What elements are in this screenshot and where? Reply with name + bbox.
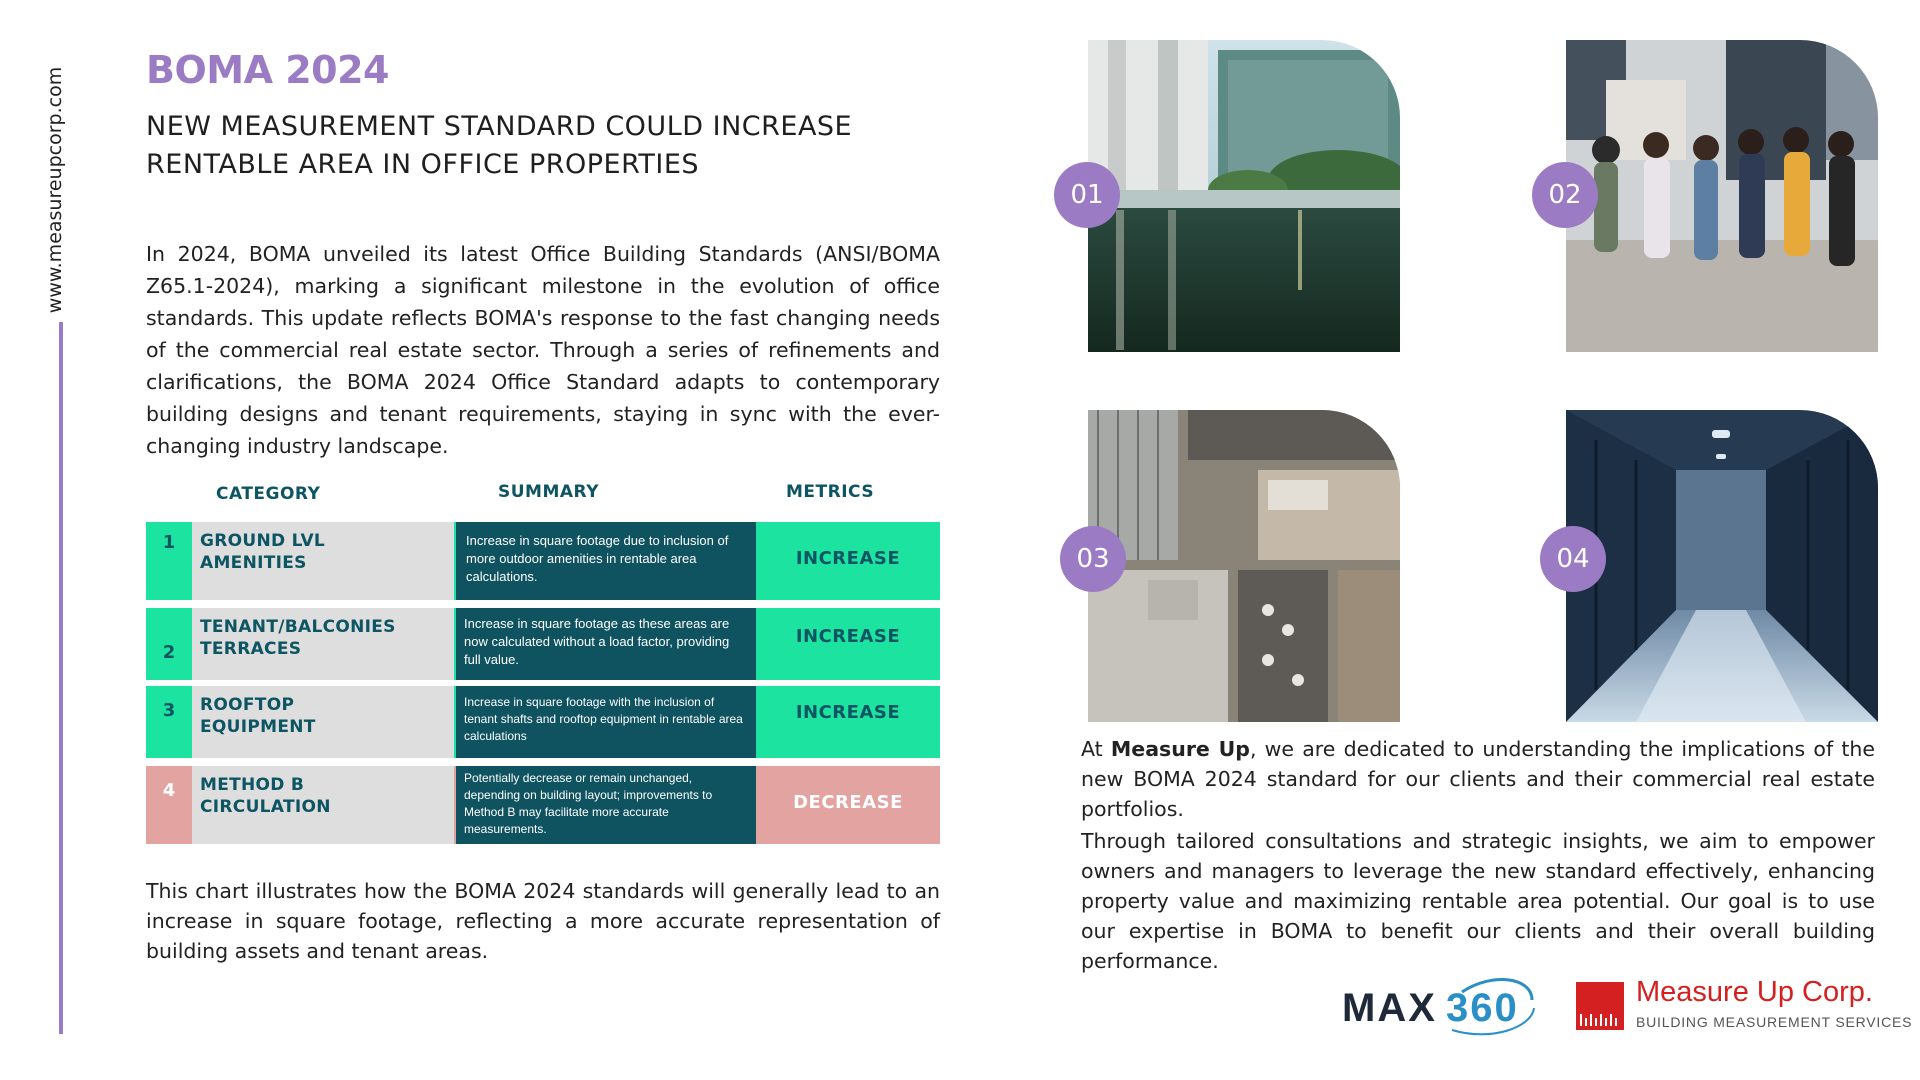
row-number: 3 bbox=[162, 700, 176, 721]
photo-office-corridor bbox=[1566, 410, 1878, 722]
row-summary: Increase in square footage as these areas are now calculated without a load factor, providing full value. bbox=[456, 608, 756, 680]
measure-up-logo-icon bbox=[1576, 982, 1624, 1030]
row-number: 4 bbox=[162, 780, 176, 801]
row-category: ROOFTOP EQUIPMENT bbox=[192, 686, 454, 758]
table-header-summary: SUMMARY bbox=[498, 482, 600, 502]
measure-up-tagline: BUILDING MEASUREMENT SERVICES bbox=[1636, 1014, 1913, 1030]
company-intro-paragraph: At Measure Up, we are dedicated to understanding the implications of the new BOMA 2024 standard for our clients and their commercial real estate portfolios. bbox=[1081, 737, 1876, 821]
max360-logo: MAX 360 bbox=[1342, 972, 1542, 1042]
row-metric: INCREASE bbox=[756, 686, 940, 758]
row-category: GROUND LVL AMENITIES bbox=[192, 522, 454, 600]
outro-paragraph: This chart illustrates how the BOMA 2024 standards will generally lead to an increase in square footage, reflecting a more accurate representation of building assets and tenant areas. bbox=[146, 879, 940, 963]
row-category: TENANT/BALCONIES TERRACES bbox=[192, 608, 454, 680]
row-category: METHOD B CIRCULATION bbox=[192, 766, 454, 844]
photo-badge-03: 03 bbox=[1060, 526, 1126, 592]
row-summary: Increase in square footage with the inclusion of tenant shafts and rooftop equipment in rentable area calculations bbox=[456, 686, 756, 758]
row-metric: INCREASE bbox=[756, 608, 940, 680]
website-url: www.measureupcorp.com bbox=[44, 66, 66, 314]
sidebar-accent-line bbox=[59, 322, 63, 1034]
company-name-bold: Measure Up bbox=[1110, 737, 1250, 761]
photo-plaza-pond bbox=[1088, 40, 1400, 352]
row-summary: Increase in square footage due to inclusion of more outdoor amenities in rentable area calculations. bbox=[456, 522, 756, 600]
photo-badge-01: 01 bbox=[1054, 162, 1120, 228]
headline: NEW MEASUREMENT STANDARD COULD INCREASE RENTABLE AREA IN OFFICE PROPERTIES bbox=[146, 111, 853, 180]
row-metric: DECREASE bbox=[756, 766, 940, 844]
photo-badge-04: 04 bbox=[1540, 526, 1606, 592]
company-mission-paragraph: Through tailored consultations and strategic insights, we aim to empower owners and managers to leverage the new standard effectively, enhancing property value and maximizing rentable area potential. Our goal is to use our expertise in BOMA to benefit our clients and their overall building performance. bbox=[1081, 829, 1875, 973]
table-row bbox=[146, 766, 940, 844]
row-number: 2 bbox=[162, 642, 176, 663]
table-row bbox=[146, 608, 940, 680]
page-title: BOMA 2024 bbox=[146, 48, 389, 92]
website-vertical-label bbox=[40, 60, 70, 320]
measure-up-logo bbox=[1576, 976, 1913, 1036]
row-metric: INCREASE bbox=[756, 522, 940, 600]
photo-aerial-rooftops bbox=[1088, 410, 1400, 722]
table-row bbox=[146, 522, 940, 600]
table-header-metrics: METRICS bbox=[786, 482, 875, 502]
row-number: 1 bbox=[162, 532, 176, 553]
intro-paragraph: In 2024, BOMA unveiled its latest Office Building Standards (ANSI/BOMA Z65.1-2024), marking a significant milestone in the evolution of office standards. This update reflects BOMA's response to the fast changing needs of the commercial real estate sector. Through a series of refinements and clarifications, the BOMA 2024 Office Standard adapts to contemporary building designs and tenant requirements, staying in sync with the ever-changing industry landscape. bbox=[146, 242, 940, 458]
photo-group-rooftop bbox=[1566, 40, 1878, 352]
table-header-category: CATEGORY bbox=[216, 484, 321, 504]
measure-up-name: Measure Up Corp. bbox=[1636, 976, 1873, 1008]
table-row bbox=[146, 686, 940, 758]
photo-badge-02: 02 bbox=[1532, 162, 1598, 228]
row-summary: Potentially decrease or remain unchanged, depending on building layout; improvements to Method B may facilitate more accurate measurements. bbox=[456, 766, 756, 844]
